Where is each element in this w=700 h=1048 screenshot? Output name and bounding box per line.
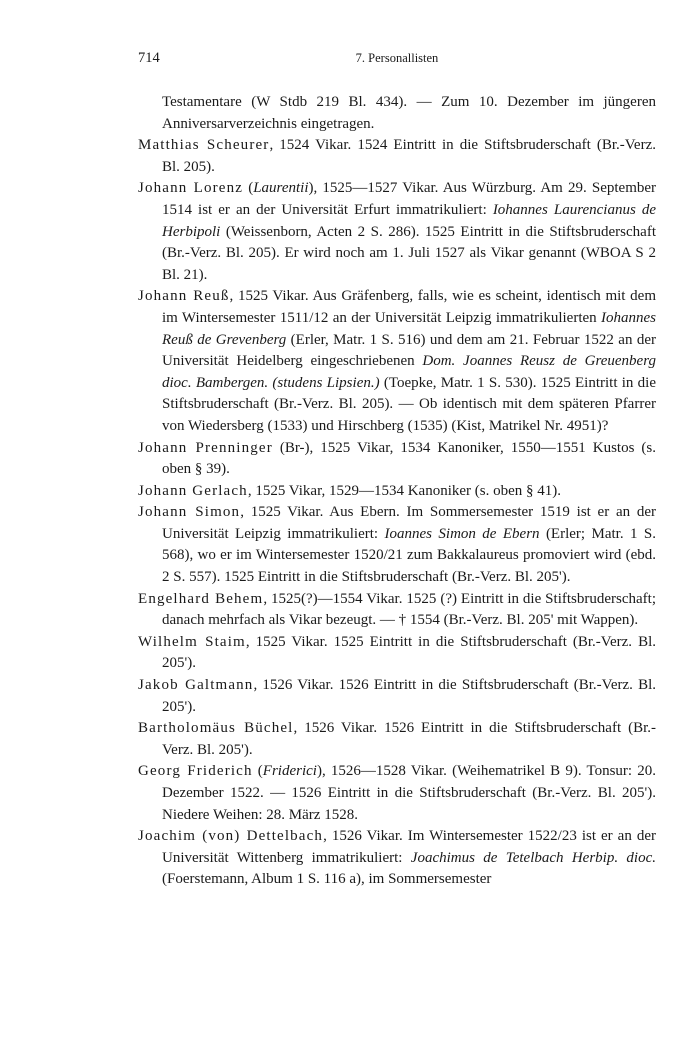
- running-head: 7. Personallisten: [355, 51, 439, 65]
- latin-quote: Dom. Joannes Reusz de Greuenberg dioc. Bambergen. (studens Lipsien.): [162, 353, 656, 391]
- entry-text: , 1526 Vikar. Im Wintersemester 1522/23 ist er an der Universität Wittenberg immatrikuliert:: [162, 828, 656, 866]
- person-entry: [138, 718, 656, 761]
- person-name: Wilhelm Staim: [138, 633, 246, 650]
- entry-text: , 1525 Vikar. Aus Ebern. Im Sommersemester 1519 ist er an der Universität Leipzig immatrikuliert:: [162, 504, 656, 542]
- latin-quote: Laurentii: [253, 180, 309, 197]
- latin-quote: Iohannes Reuß de Grevenberg: [162, 309, 656, 348]
- entry-text: , 1525 Vikar. 1525 Eintritt in die Stiftsbruderschaft (Br.-Verz. Bl. 205').: [162, 633, 656, 672]
- person-entry: [138, 675, 656, 718]
- entry-text: (: [243, 180, 254, 197]
- person-entry: [138, 826, 656, 891]
- person-entry: [138, 286, 656, 437]
- entry-text: Testamentare (W Stdb 219 Bl. 434). — Zum 10. Dezember im jüngeren Anniversarverzeichnis eingetragen.: [162, 94, 656, 132]
- entry-text: (Erler; Matr. 1 S. 568), wo er im Wintersemester 1520/21 zum Bakkalaureus promoviert wird (ebd. 2 S. 557). 1525 Eintritt in die Stiftsbruderschaft (Br.-Verz. Bl. 205').: [162, 525, 656, 586]
- entry-text: (: [252, 763, 263, 780]
- entry-text: (Br-), 1525 Vikar, 1534 Kanoniker, 1550—1551 Kustos (s. oben § 39).: [162, 439, 656, 478]
- entry-text: (Foerstemann, Album 1 S. 116 a), im Sommersemester: [162, 871, 492, 888]
- entry-text: , 1525 Vikar. Aus Gräfenberg, falls, wie es scheint, identisch mit dem im Wintersemester 1511/12 an der Universität Leipzig immatrikulierten: [162, 288, 656, 326]
- person-name: Johann Simon: [138, 504, 241, 521]
- entry-text: ), 1525—1527 Vikar. Aus Würzburg. Am 29. September 1514 ist er an der Universität Erfurt immatrikuliert:: [162, 180, 657, 218]
- person-name: Joachim (von) Dettelbach: [138, 828, 324, 845]
- person-name: Johann Reuß: [138, 288, 230, 305]
- person-name: Johann Lorenz: [138, 180, 244, 197]
- entry-text: , 1526 Vikar. 1526 Eintritt in die Stiftsbruderschaft (Br.-Verz. Bl. 205').: [162, 720, 656, 758]
- entry-text: ), 1526—1528 Vikar. (Weihematrikel B 9). Tonsur: 20. Dezember 1522. — 1526 Eintritt in die Stiftsbruderschaft (Br.-Verz. Bl. 205'). Niedere Weihen: 28. März 1528.: [162, 763, 657, 823]
- entry-list: [138, 92, 656, 891]
- person-name: Jakob Galtmann: [138, 677, 254, 694]
- entry-text: , 1525 Vikar, 1529—1534 Kanoniker (s. oben § 41).: [247, 482, 562, 499]
- entry-text: , 1524 Vikar. 1524 Eintritt in die Stiftsbruderschaft (Br.-Verz. Bl. 205).: [162, 137, 656, 175]
- person-entry: [138, 632, 656, 675]
- person-entry: [138, 761, 656, 826]
- person-entry: [138, 589, 656, 632]
- person-name: Engelhard Behem: [138, 590, 264, 607]
- entry-text: (Weissenborn, Acten 2 S. 286). 1525 Eintritt in die Stiftsbruderschaft (Br.-Verz. Bl. 205). Er wird noch am 1. Juli 1527 als Vikar genannt (WBOA S 2 Bl. 21).: [162, 223, 656, 283]
- entry-continuation: [138, 92, 656, 135]
- person-name: Georg Friderich: [138, 763, 253, 780]
- latin-quote: Friderici: [262, 763, 317, 780]
- latin-quote: Iohannes Laurencianus de Herbipoli: [162, 201, 657, 240]
- latin-quote: Joachimus de Tetelbach Herbip. dioc.: [410, 849, 656, 866]
- page-number: 714: [138, 50, 160, 66]
- entry-text: , 1526 Vikar. 1526 Eintritt in die Stiftsbruderschaft (Br.-Verz. Bl. 205').: [162, 677, 656, 715]
- person-entry: [138, 178, 656, 286]
- person-entry: [138, 481, 656, 503]
- person-name: Johann Gerlach: [138, 482, 248, 499]
- person-entry: [138, 135, 656, 178]
- person-name: Matthias Scheurer: [138, 137, 270, 154]
- entry-text: , 1525(?)—1554 Vikar. 1525 (?) Eintritt in die Stiftsbruderschaft; danach mehrfach als Vikar bezeugt. — † 1554 (Br.-Verz. Bl. 205' mit Wappen).: [162, 590, 656, 629]
- person-entry: [138, 502, 656, 588]
- entry-text: (Toepke, Matr. 1 S. 530). 1525 Eintritt in die Stiftsbruderschaft (Br.-Verz. Bl. 205). — Ob identisch mit dem späteren Pfarrer von Wiedersberg (1533) und Hirschberg (1535) (Kist, Matrikel Nr. 4951)?: [162, 374, 656, 434]
- page-header: [138, 50, 656, 70]
- entry-text: (Erler, Matr. 1 S. 516) und dem am 21. Februar 1522 an der Universität Heidelberg eingeschriebenen: [162, 331, 656, 370]
- person-entry: [138, 438, 656, 481]
- person-name: Johann Prenninger: [138, 439, 273, 456]
- latin-quote: Ioannes Simon de Ebern: [384, 525, 540, 542]
- person-name: Bartholomäus Büchel: [138, 720, 294, 737]
